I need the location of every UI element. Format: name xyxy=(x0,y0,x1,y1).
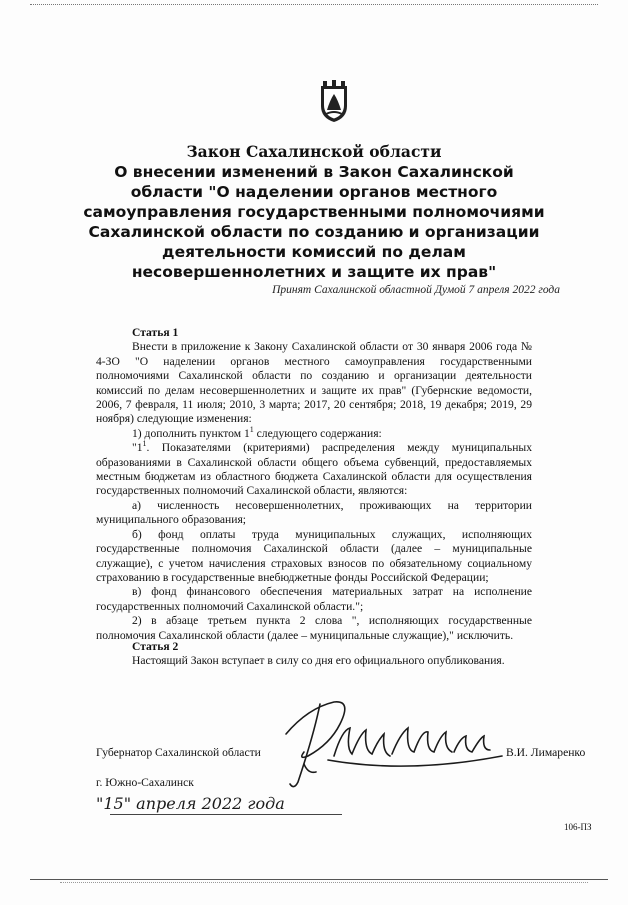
bottom-dotted-line xyxy=(60,882,588,883)
article-1-quoted-clause xyxy=(96,441,532,499)
law-subject-line: несовершеннолетних и защите их прав" xyxy=(131,263,497,281)
signatory-name: В.И. Лимаренко xyxy=(506,746,586,759)
article-1 xyxy=(96,326,532,643)
signatory-position: Губернатор Сахалинской области xyxy=(96,746,261,759)
top-border-line xyxy=(30,4,598,6)
clause-superscript: 1 xyxy=(142,439,147,449)
law-subject-line: самоуправления государственными полномочиями xyxy=(83,203,545,221)
law-title: Закон Сахалинской области xyxy=(186,142,442,161)
signing-city: г. Южно-Сахалинск xyxy=(96,776,194,789)
article-1-intro: Внести в приложение к Закону Сахалинской области от 30 января 2006 года № 4-ЗО "О наделении органов местного самоуправления государственными полномочиями Сахалинской области по созданию и организации деятельности комиссий по делам несовершеннолетних и защите их прав" (Губернские ведомости, 2006, 7 февраля, 11 июля; 2010, 3 марта; 2017, 20 сентября; 2018, 19 декабря; 2019, 29 ноября) следующие изменения: xyxy=(96,340,532,426)
handwritten-signature xyxy=(268,694,506,798)
bottom-border-line xyxy=(30,879,608,880)
law-subject-line: деятельности комиссий по делам xyxy=(162,243,466,261)
item-1-text: 1) дополнить пунктом 1 xyxy=(132,426,250,440)
article-1-heading: Статья 1 xyxy=(132,326,179,339)
document-number: 106-ПЗ xyxy=(564,822,592,832)
subitem-a: а) численность несовершеннолетних, проживающих на территории муниципального образования; xyxy=(96,498,532,527)
article-1-item-2: 2) в абзаце третьем пункта 2 слова ", исполняющих государственные полномочия Сахалинской области (далее – муниципальные служащие)," исключить. xyxy=(96,614,532,642)
article-2-heading: Статья 2 xyxy=(132,640,179,653)
clause-text: . Показателями (критериями) распределения между муниципальных образованиями в Сахалинской области общего объема субвенций, предоставляемых местным бюджетам из областного бюджета Сахалинской области для осуществления государственных полномочий Сахалинской области, являются: xyxy=(96,441,532,498)
clause-number: "1 xyxy=(132,441,143,455)
item-1-superscript: 1 xyxy=(249,424,254,434)
handwritten-date: "15" апреля 2022 года xyxy=(96,794,285,813)
law-subject-line: области "О наделении органов местного xyxy=(130,183,498,201)
subitem-c: в) фонд финансового обеспечения материальных затрат на исполнение государственных полномочий Сахалинской области."; xyxy=(96,585,532,613)
coat-of-arms-icon xyxy=(318,80,350,124)
date-underline xyxy=(110,814,342,815)
adoption-note: Принят Сахалинской областной Думой 7 апреля 2022 года xyxy=(272,284,560,296)
law-subject-line: Сахалинской области по созданию и организации xyxy=(88,223,540,241)
law-subject-line: О внесении изменений в Закон Сахалинской xyxy=(114,163,514,181)
article-2 xyxy=(96,640,532,669)
item-1-suffix: следующего содержания: xyxy=(253,426,382,440)
article-1-item-1 xyxy=(96,424,532,441)
law-subject xyxy=(60,162,568,282)
article-2-text: Настоящий Закон вступает в силу со дня его официального опубликования. xyxy=(132,654,505,668)
subitem-b: б) фонд оплаты труда муниципальных служащих, исполняющих государственные полномочия Сахалинской области (далее – муниципальные служащие), с учетом начисления страховых взносов по обязательному социальному страхованию в государственные внебюджетные фонды Российской Федерации; xyxy=(96,527,532,584)
